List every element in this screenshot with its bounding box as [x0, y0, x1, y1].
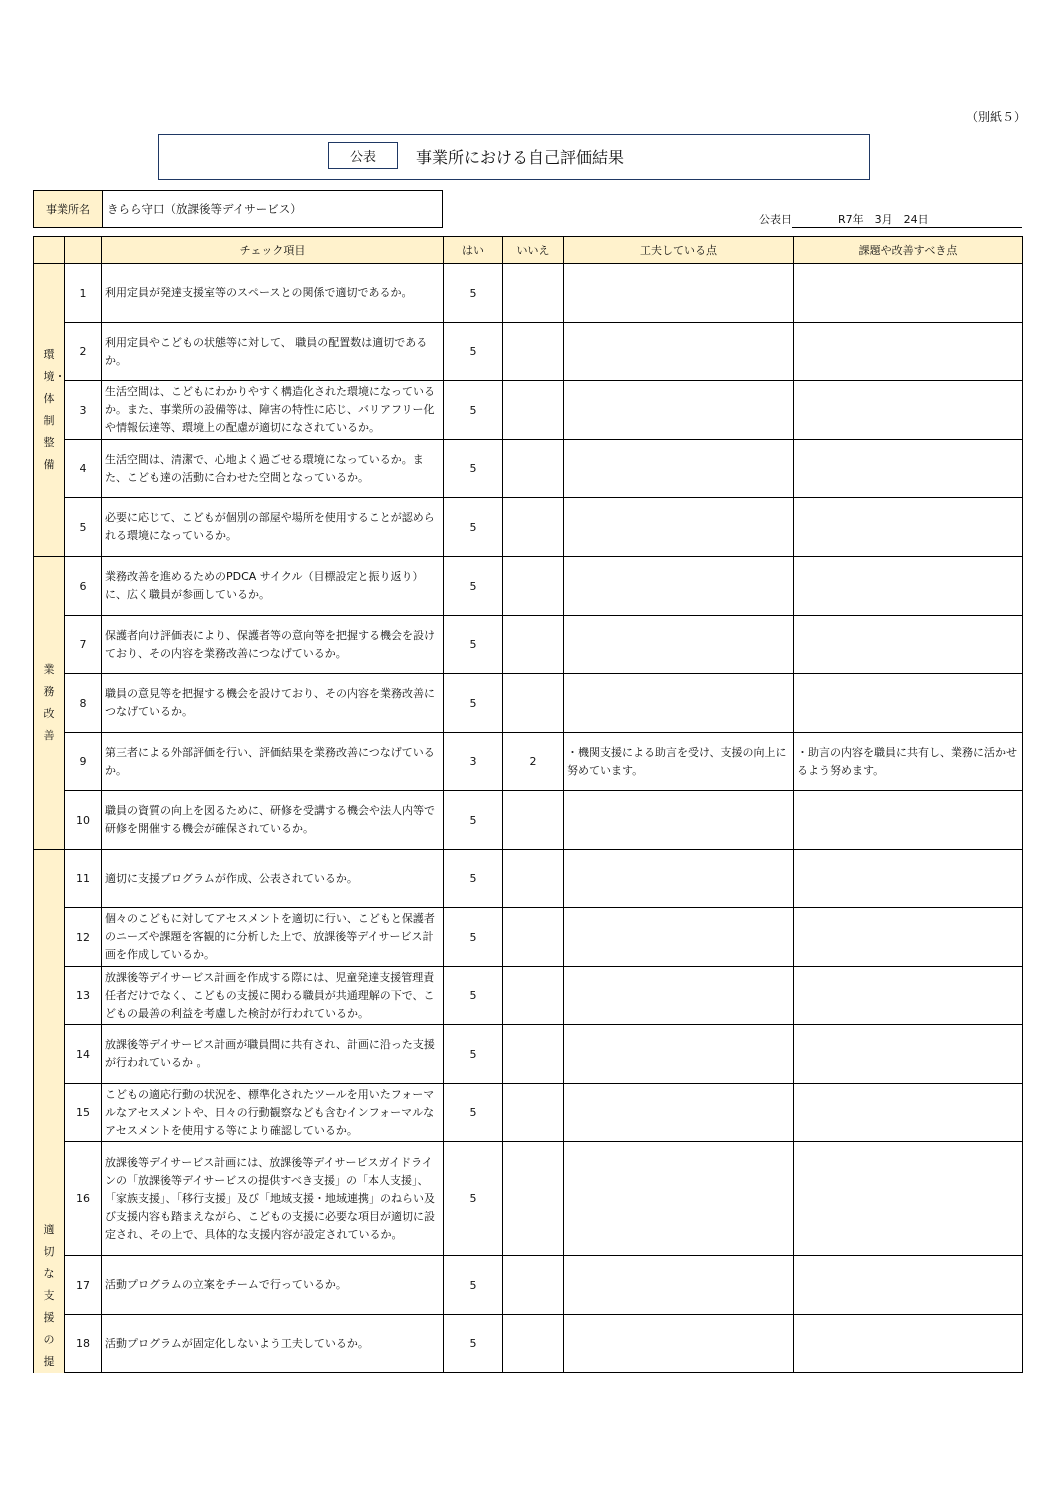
yes-count: 5 [444, 323, 503, 381]
office-name-label: 事業所名 [34, 191, 103, 227]
issue-note [794, 908, 1023, 967]
no-count [503, 1315, 564, 1373]
check-item-text: 放課後等デイサービス計画が職員間に共有され、計画に沿った支援が行われているか 。 [102, 1025, 444, 1084]
table-row [34, 1142, 1023, 1256]
no-count [503, 1142, 564, 1256]
ingenuity-note [564, 908, 794, 967]
row-number: 3 [65, 381, 102, 440]
check-item-text: 第三者による外部評価を行い、評価結果を業務改善につなげているか。 [102, 733, 444, 791]
category-cell [34, 557, 65, 850]
table-row [34, 616, 1023, 674]
row-number: 7 [65, 616, 102, 674]
ingenuity-note [564, 264, 794, 323]
ingenuity-note: ・機関支援による助言を受け、支援の向上に努めています。 [564, 733, 794, 791]
table-row [34, 850, 1023, 908]
issue-note [794, 381, 1023, 440]
issue-note [794, 616, 1023, 674]
row-number: 4 [65, 440, 102, 498]
row-number: 10 [65, 791, 102, 850]
yes-count: 5 [444, 440, 503, 498]
issue-note [794, 1084, 1023, 1142]
row-number: 9 [65, 733, 102, 791]
header-no: いいえ [503, 237, 564, 264]
issue-note [794, 967, 1023, 1025]
no-count [503, 381, 564, 440]
yes-count: 5 [444, 1315, 503, 1373]
ingenuity-note [564, 1142, 794, 1256]
no-count [503, 557, 564, 616]
attachment-label: （別紙５） [966, 110, 1027, 124]
table-row [34, 323, 1023, 381]
no-count [503, 850, 564, 908]
header-number [65, 237, 102, 264]
row-number: 14 [65, 1025, 102, 1084]
table-row [34, 498, 1023, 557]
category-label: 適切な支援の提 [43, 1222, 55, 1368]
check-item-text: 利用定員が発達支援室等のスペースとの関係で適切であるか。 [102, 264, 444, 323]
ingenuity-note [564, 1315, 794, 1373]
check-item-text: 活動プログラムの立案をチームで行っているか。 [102, 1256, 444, 1315]
ingenuity-note [564, 616, 794, 674]
row-number: 11 [65, 850, 102, 908]
table-row [34, 440, 1023, 498]
category-label: 業務改善 [43, 663, 55, 742]
publication-date-label: 公表日 [759, 213, 792, 226]
issue-note [794, 850, 1023, 908]
check-item-text: 業務改善を進めるためのPDCA サイクル（目標設定と振り返り）に、広く職員が参画しているか。 [102, 557, 444, 616]
header-category [34, 237, 65, 264]
check-item-text: 生活空間は、清潔で、心地よく過ごせる環境になっているか。また、こども達の活動に合わせた空間となっているか。 [102, 440, 444, 498]
check-item-text: 必要に応じて、こどもが個別の部屋や場所を使用することが認められる環境になっているか。 [102, 498, 444, 557]
yes-count: 5 [444, 498, 503, 557]
ingenuity-note [564, 791, 794, 850]
row-number: 15 [65, 1084, 102, 1142]
issue-note [794, 1256, 1023, 1315]
check-item-text: こどもの適応行動の状況を、標準化されたツールを用いたフォーマルなアセスメントや、日々の行動観察なども含むインフォーマルなアセスメントを使用する等により確認しているか。 [102, 1084, 444, 1142]
yes-count: 5 [444, 264, 503, 323]
yes-count: 5 [444, 1256, 503, 1315]
yes-count: 5 [444, 1084, 503, 1142]
row-number: 2 [65, 323, 102, 381]
ingenuity-note [564, 440, 794, 498]
issue-note [794, 674, 1023, 733]
no-count [503, 1084, 564, 1142]
no-count [503, 440, 564, 498]
header-check-item: チェック項目 [102, 237, 444, 264]
self-evaluation-table [33, 236, 1023, 1373]
no-count [503, 1256, 564, 1315]
table-row [34, 967, 1023, 1025]
page-bottom-margin [0, 1376, 1058, 1497]
header-ingenuity: 工夫している点 [564, 237, 794, 264]
yes-count: 5 [444, 1025, 503, 1084]
ingenuity-note [564, 498, 794, 557]
row-number: 8 [65, 674, 102, 733]
yes-count: 5 [444, 616, 503, 674]
check-item-text: 保護者向け評価表により、保護者等の意向等を把握する機会を設けており、その内容を業務改善につなげているか。 [102, 616, 444, 674]
issue-note [794, 498, 1023, 557]
row-number: 16 [65, 1142, 102, 1256]
category-label: 環境・体制整備 [43, 348, 66, 471]
row-number: 5 [65, 498, 102, 557]
issue-note: ・助言の内容を職員に共有し、業務に活かせるよう努めます。 [794, 733, 1023, 791]
table-row [34, 381, 1023, 440]
ingenuity-note [564, 381, 794, 440]
header-issues: 課題や改善すべき点 [794, 237, 1023, 264]
yes-count: 5 [444, 791, 503, 850]
table-row [34, 733, 1023, 791]
table-row [34, 1084, 1023, 1142]
check-item-text: 個々のこどもに対してアセスメントを適切に行い、こどもと保護者のニーズや課題を客観的に分析した上で、放課後等デイサービス計画を作成しているか。 [102, 908, 444, 967]
no-count [503, 674, 564, 733]
ingenuity-note [564, 557, 794, 616]
yes-count: 5 [444, 557, 503, 616]
no-count [503, 1025, 564, 1084]
yes-count: 3 [444, 733, 503, 791]
check-item-text: 適切に支援プログラムが作成、公表されているか。 [102, 850, 444, 908]
check-item-text: 放課後等デイサービス計画には、放課後等デイサービスガイドラインの「放課後等デイサービスの提供すべき支援」の「本人支援」、「家族支援」、「移行支援」及び「地域支援・地域連携」のねらい及び支援内容も踏まえながら、こどもの支援に必要な項目が適切に設定され、その上で、具体的な支援内容が設定されているか。 [102, 1142, 444, 1256]
no-count [503, 967, 564, 1025]
no-count [503, 908, 564, 967]
issue-note [794, 323, 1023, 381]
table-row [34, 1256, 1023, 1315]
row-number: 18 [65, 1315, 102, 1373]
table-row [34, 908, 1023, 967]
row-number: 6 [65, 557, 102, 616]
table-row [34, 264, 1023, 323]
table-row [34, 1025, 1023, 1084]
category-cell [34, 850, 65, 1373]
table-row [34, 674, 1023, 733]
check-item-text: 職員の意見等を把握する機会を設けており、その内容を業務改善につなげているか。 [102, 674, 444, 733]
no-count [503, 323, 564, 381]
table-row [34, 1315, 1023, 1373]
no-count [503, 264, 564, 323]
issue-note [794, 557, 1023, 616]
yes-count: 5 [444, 381, 503, 440]
ingenuity-note [564, 674, 794, 733]
row-number: 12 [65, 908, 102, 967]
row-number: 1 [65, 264, 102, 323]
ingenuity-note [564, 850, 794, 908]
table-row [34, 557, 1023, 616]
issue-note [794, 1025, 1023, 1084]
category-cell [34, 264, 65, 557]
row-number: 13 [65, 967, 102, 1025]
ingenuity-note [564, 1256, 794, 1315]
date-underline [792, 227, 1022, 228]
no-count [503, 616, 564, 674]
ingenuity-note [564, 967, 794, 1025]
publication-date-value: R7年 3月 24日 [838, 213, 929, 226]
check-item-text: 利用定員やこどもの状態等に対して、 職員の配置数は適切であるか。 [102, 323, 444, 381]
table-header-row [34, 237, 1023, 264]
header-yes: はい [444, 237, 503, 264]
yes-count: 5 [444, 967, 503, 1025]
ingenuity-note [564, 1084, 794, 1142]
office-name-value: きらら守口（放課後等デイサービス） [107, 202, 302, 216]
office-name-box [33, 190, 443, 228]
ingenuity-note [564, 323, 794, 381]
issue-note [794, 1315, 1023, 1373]
issue-note [794, 791, 1023, 850]
check-item-text: 生活空間は、こどもにわかりやすく構造化された環境になっているか。また、事業所の設備等は、障害の特性に応じ、バリアフリー化や情報伝達等、環境上の配慮が適切になされているか。 [102, 381, 444, 440]
issue-note [794, 264, 1023, 323]
table-row [34, 791, 1023, 850]
ingenuity-note [564, 1025, 794, 1084]
yes-count: 5 [444, 908, 503, 967]
page-title: 事業所における自己評価結果 [416, 148, 625, 167]
row-number: 17 [65, 1256, 102, 1315]
check-item-text: 職員の資質の向上を図るために、研修を受講する機会や法人内等で研修を開催する機会が確保されているか。 [102, 791, 444, 850]
yes-count: 5 [444, 674, 503, 733]
no-count [503, 498, 564, 557]
issue-note [794, 440, 1023, 498]
yes-count: 5 [444, 850, 503, 908]
issue-note [794, 1142, 1023, 1256]
no-count [503, 791, 564, 850]
publication-badge: 公表 [328, 142, 398, 169]
no-count: 2 [503, 733, 564, 791]
check-item-text: 放課後等デイサービス計画を作成する際には、児童発達支援管理責任者だけでなく、こどもの支援に関わる職員が共通理解の下で、こどもの最善の利益を考慮した検討が行われているか。 [102, 967, 444, 1025]
yes-count: 5 [444, 1142, 503, 1256]
check-item-text: 活動プログラムが固定化しないよう工夫しているか。 [102, 1315, 444, 1373]
